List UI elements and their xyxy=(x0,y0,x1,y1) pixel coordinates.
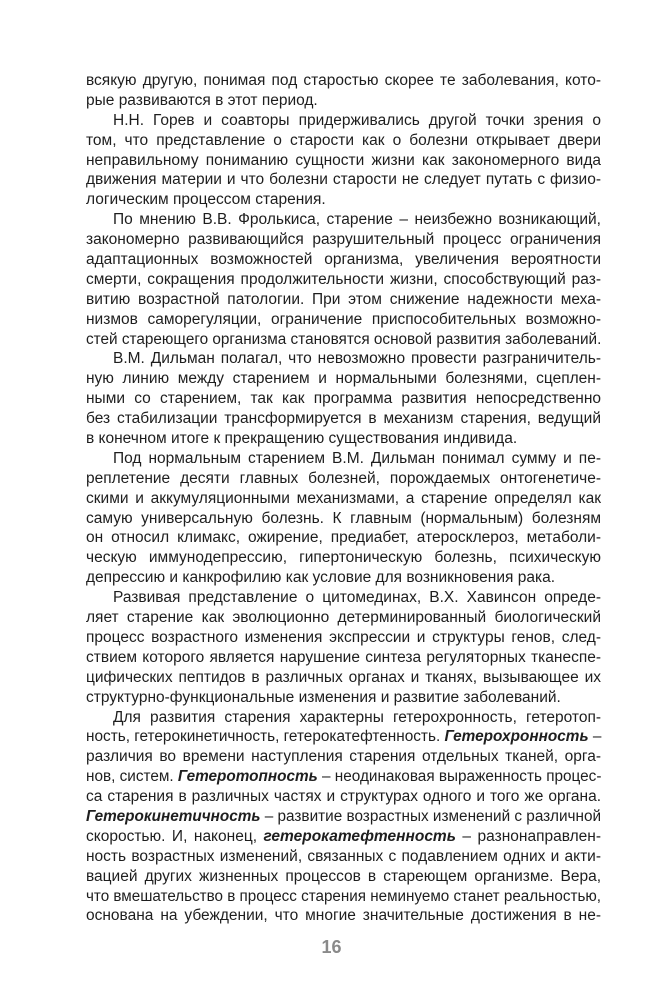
text-line xyxy=(86,708,601,728)
text-segment: – неодинаковая выраженность процес- xyxy=(317,768,602,786)
text-line xyxy=(86,509,601,529)
text-segment: основана на убеждении, что многие значительные достижения в не- xyxy=(86,907,601,925)
text-line xyxy=(86,548,601,568)
text-line xyxy=(86,91,601,111)
text-line xyxy=(86,330,601,350)
text-line xyxy=(86,807,601,827)
text-segment: смерти, сокращения продолжительности жизни, способствующий раз- xyxy=(86,270,601,288)
text-line xyxy=(86,648,601,668)
text-segment: неправильному пониманию сущности жизни как закономерного вида xyxy=(86,151,601,169)
text-segment: Развивая представление о цитомединах, В.Х. Хавинсон опреде- xyxy=(113,589,601,607)
text-line xyxy=(86,111,601,131)
emphasized-term: Гетеротопность xyxy=(177,768,318,786)
text-line xyxy=(86,429,601,449)
paragraph xyxy=(86,708,601,927)
paragraph xyxy=(86,449,601,588)
text-line xyxy=(86,270,601,290)
text-segment: ную линию между старением и нормальными болезнями, сцеплен- xyxy=(86,370,601,388)
text-line xyxy=(86,310,601,330)
text-segment: скими и аккумуляционными механизмами, а старение определял как xyxy=(86,489,601,507)
text-segment: ляет старение как эволюционно детерминированный биологический xyxy=(86,609,601,627)
text-line xyxy=(86,71,601,91)
text-segment: скоростью. И, наконец, xyxy=(86,827,264,845)
text-segment: низмов саморегуляции, ограничение приспособительных возможно- xyxy=(86,310,601,328)
text-line xyxy=(86,688,601,708)
text-segment: Н.Н. Горев и соавторы придерживались другой точки зрения о xyxy=(113,111,601,129)
text-segment: Для развития старения характерны гетерохронность, гетеротоп- xyxy=(113,708,601,726)
text-segment: В.М. Дильман полагал, что невозможно провести разграничитель- xyxy=(113,350,601,368)
text-line xyxy=(86,628,601,648)
text-line xyxy=(86,588,601,608)
paragraph xyxy=(86,71,601,111)
text-line xyxy=(86,170,601,190)
text-segment: ность возрастных изменений, связанных с подавлением одних и акти- xyxy=(86,847,601,865)
text-line xyxy=(86,887,601,907)
text-segment: процесс возрастного изменения экспрессии и структуры генов, след- xyxy=(86,628,601,646)
text-line xyxy=(86,449,601,469)
text-line xyxy=(86,847,601,867)
text-line xyxy=(86,767,601,787)
text-segment: витию возрастной патологии. При этом снижение надежности меха- xyxy=(86,290,601,308)
text-segment: депрессию и канкрофилию как условие для возникновения рака. xyxy=(86,569,556,587)
text-segment: закономерно развивающийся разрушительный процесс ограничения xyxy=(86,231,601,249)
paragraph xyxy=(86,111,601,210)
page-number: 16 xyxy=(321,937,342,957)
text-segment: самую универсальную болезнь. К главным (нормальным) болезням xyxy=(86,509,601,527)
text-segment: адаптационных возможностей организма, увеличения вероятности xyxy=(86,251,601,269)
text-segment: что вмешательство в процесс старения неминуемо станет реальностью, xyxy=(86,887,601,905)
text-segment: без стабилизации трансформируется в механизм старения, ведущий xyxy=(86,410,601,428)
text-segment: рые развиваются в этот период. xyxy=(86,91,318,109)
text-line xyxy=(86,568,601,588)
text-line xyxy=(86,230,601,250)
text-segment: ными со старением, так как программа развития непосредственно xyxy=(86,390,601,408)
text-line xyxy=(86,389,601,409)
text-line xyxy=(86,747,601,767)
text-line xyxy=(86,469,601,489)
text-line xyxy=(86,250,601,270)
text-segment: са старения в различных частях и структурах одного и того же органа. xyxy=(86,788,601,806)
text-segment: в конечном итоге к прекращению существования индивида. xyxy=(86,430,518,448)
text-segment: Под нормальным старением В.М. Дильман понимал сумму и пе- xyxy=(113,449,601,467)
paragraph xyxy=(86,349,601,448)
paragraph xyxy=(86,588,601,707)
text-segment: нов, систем. xyxy=(86,768,178,786)
text-segment: цифических пептидов в различных органах и тканях, вызывающее их xyxy=(86,668,601,686)
text-line xyxy=(86,290,601,310)
text-line xyxy=(86,210,601,230)
text-line xyxy=(86,867,601,887)
text-line xyxy=(86,151,601,171)
text-segment: логическим процессом старения. xyxy=(86,191,326,209)
text-segment: всякую другую, понимая под старостью скорее те заболевания, кото- xyxy=(86,72,601,89)
text-segment: стей стареющего организма становятся основой развития заболеваний. xyxy=(86,330,602,348)
text-segment: том, что представление о старости как о болезни открывает двери xyxy=(86,131,601,149)
text-segment: – разнонаправлен- xyxy=(455,827,601,845)
text-segment: – xyxy=(588,728,602,746)
text-segment: По мнению В.В. Фролькиса, старение – неизбежно возникающий, xyxy=(113,211,601,229)
text-line xyxy=(86,528,601,548)
text-line xyxy=(86,131,601,151)
text-line xyxy=(86,827,601,847)
text-line xyxy=(86,608,601,628)
text-line xyxy=(86,349,601,369)
emphasized-term: гетерокатефтенность xyxy=(263,827,456,845)
emphasized-term: Гетерокинетичность xyxy=(86,807,261,825)
text-line xyxy=(86,369,601,389)
text-line xyxy=(86,489,601,509)
text-line xyxy=(86,190,601,210)
text-line xyxy=(86,409,601,429)
text-segment: движения материи и что болезни старости не следует путать с физио- xyxy=(86,171,601,189)
text-segment: структурно-функциональные изменения и развитие заболеваний. xyxy=(86,688,561,706)
text-segment: реплетение десяти главных болезней, порождаемых онтогенетиче- xyxy=(86,469,601,487)
emphasized-term: Гетерохронность xyxy=(444,728,589,746)
paragraph xyxy=(86,210,601,349)
text-segment: – развитие возрастных изменений с различной xyxy=(260,807,602,825)
text-segment: ствием которого является нарушение синтеза регуляторных тканеспе- xyxy=(86,648,601,666)
text-segment: он относил климакс, ожирение, предиабет, атеросклероз, метаболи- xyxy=(86,529,601,547)
text-line xyxy=(86,727,601,747)
text-segment: ческую иммунодепрессию, гипертоническую болезнь, психическую xyxy=(86,549,601,567)
text-line xyxy=(86,787,601,807)
text-segment: вацией других жизненных процессов в стареющем организме. Вера, xyxy=(86,867,601,885)
text-segment: ность, гетерокинетичность, гетерокатефтенность. xyxy=(86,728,445,746)
text-line xyxy=(86,906,601,926)
text-segment: различия во времени наступления старения отдельных тканей, орга- xyxy=(86,748,601,766)
text-line xyxy=(86,668,601,688)
page-body-text xyxy=(86,71,601,926)
